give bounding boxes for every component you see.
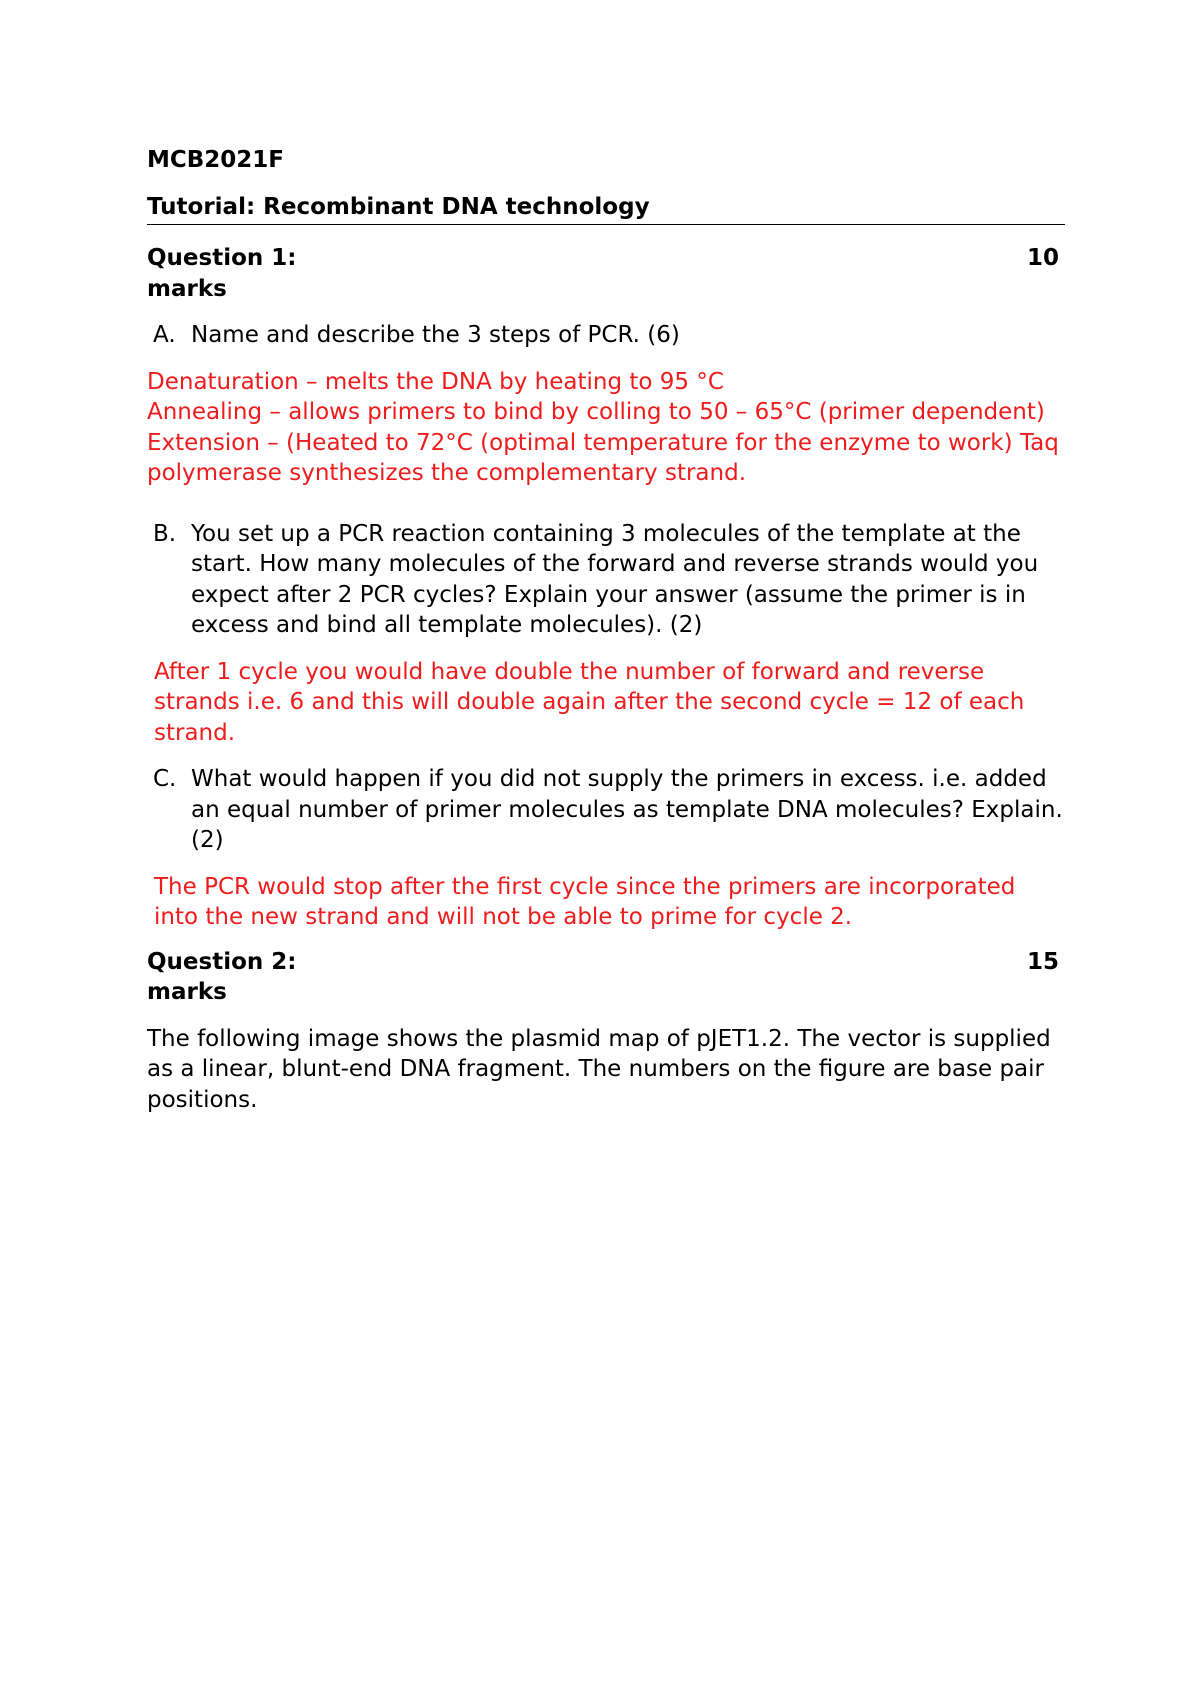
answer-1a-annealing: Annealing – allows primers to bind by colling to 50 – 65°C (primer dependent): [147, 399, 1045, 425]
question-2-heading: [147, 947, 1065, 1008]
answer-1a: [147, 367, 1065, 489]
answer-1a-extension: Extension – (Heated to 72°C (optimal temperature for the enzyme to work) Taq polymerase synthesizes the complementary strand.: [147, 429, 1059, 486]
question-2-label: Question 2:: [147, 948, 297, 975]
question-1-heading: [147, 243, 1065, 304]
question-1-marks-word: marks: [147, 275, 227, 302]
document-content: [147, 145, 1065, 1115]
question-1b-letter: B.: [153, 520, 177, 547]
question-1a-text: Name and describe the 3 steps of PCR. (6): [191, 322, 680, 348]
question-1a-letter: A.: [153, 322, 176, 348]
question-1b-text: You set up a PCR reaction containing 3 molecules of the template at the start. How many molecules of the forward and reverse strands would you expect after 2 PCR cycles? Explain your answer (assume the primer is in excess and bind all template molecules). (2): [191, 520, 1039, 638]
question-1-marks-number: 10: [1026, 245, 1059, 271]
question-1a: [147, 320, 1065, 351]
question-1c-text: What would happen if you did not supply the primers in excess. i.e. added an equal number of primer molecules as template DNA molecules? Explain. (2): [191, 766, 1063, 853]
question-1c: [147, 764, 1065, 856]
question-2-marks-number: 15: [1026, 948, 1059, 975]
answer-1a-denaturation: Denaturation – melts the DNA by heating to 95 °C: [147, 368, 724, 395]
title-divider: [147, 224, 1065, 225]
question-2-text: The following image shows the plasmid map of pJET1.2. The vector is supplied as a linear, blunt-end DNA fragment. The numbers on the figure are base pair positions.: [147, 1025, 1051, 1113]
answer-1c: The PCR would stop after the first cycle since the primers are incorporated into the new strand and will not be able to prime for cycle 2.: [154, 873, 1016, 930]
tutorial-title: Tutorial: Recombinant DNA technology: [147, 193, 650, 220]
question-2-marks-word: marks: [147, 979, 227, 1005]
question-1c-letter: C.: [153, 766, 177, 792]
question-1b: [147, 519, 1065, 641]
question-1-label: Question 1:: [147, 245, 297, 271]
course-code: MCB2021F: [147, 147, 285, 173]
answer-1b: After 1 cycle you would have double the number of forward and reverse strands i.e. 6 and this will double again after the second cycle = 12 of each strand.: [154, 658, 1025, 746]
